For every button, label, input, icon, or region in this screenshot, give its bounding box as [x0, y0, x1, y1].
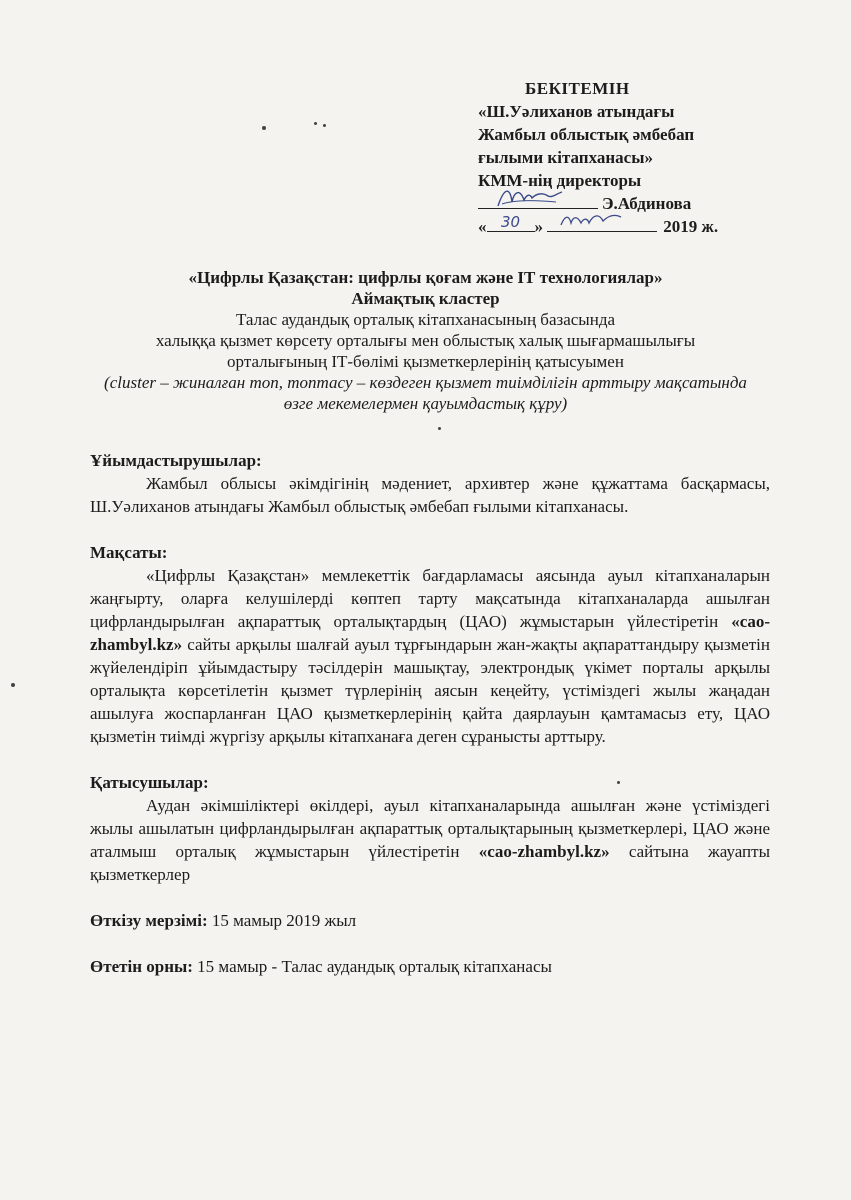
- approval-block: [478, 77, 768, 238]
- director-name: Э.Абдинова: [602, 194, 692, 213]
- date-month-field: [547, 215, 657, 232]
- organizers-title: Ұйымдастырушылар:: [90, 451, 262, 470]
- scan-speck: [314, 122, 317, 125]
- document-heading: [90, 267, 761, 414]
- participants-text-part: Аудан әкімшіліктері өкілдері, ауыл кітапханаларында ашылған және үстіміздегі жылы ашылатын цифрландырылған ақпараттық орталықтарының қызметкерлері, ЦАО және аталмыш орталық жұмыстарын үйлестіретін: [90, 796, 770, 861]
- cluster-note-open: (: [104, 373, 110, 392]
- cluster-note-text: – жиналған топ, топтасу – көздеген қызмет тиімділігін арттыру мақсатында өзге мекемелермен қауымдастық құру): [156, 373, 747, 413]
- document-subtitle: Аймақтық кластер: [351, 289, 500, 308]
- organizers-text: Жамбыл облысы әкімдігінің мәдениет, архивтер және құжаттама басқармасы, Ш.Уәлиханов атындағы Жамбыл облыстық әмбебап ғылыми кітапханасы.: [90, 474, 770, 516]
- participants-site-link: «cao-zhambyl.kz»: [478, 842, 610, 861]
- event-date-value: 15 мамыр 2019 жыл: [207, 911, 357, 930]
- goal-title: Мақсаты:: [90, 543, 168, 562]
- participants-text: [90, 794, 770, 886]
- date-year: 2019 ж.: [663, 217, 719, 236]
- event-venue: [90, 955, 770, 978]
- participants-text-part: сайтына жауапты қызметкерлер: [90, 842, 770, 884]
- handwritten-month: [555, 205, 625, 233]
- heading-line: халыққа қызмет көрсету орталығы мен облыстық халық шығармашылығы: [155, 331, 696, 350]
- date-day-handwritten: 30: [500, 213, 521, 231]
- participants-title: Қатысушылар:: [90, 773, 209, 792]
- goal-text-part: «Цифрлы Қазақстан» мемлекеттік бағдарламасы аясында ауыл кітапханаларын жаңғырту, оларға келушілерді көптеп тарту мақсатында кітапханаларда ашылған цифрландырылған ақпараттық орталықтардың (ЦАО) жұмыстарын үйлестіретін: [90, 566, 770, 631]
- cluster-note: [90, 372, 761, 414]
- heading-line: орталығының ІТ-бөлімі қызметкерлерінің қатысуымен: [227, 352, 624, 371]
- approval-title: БЕКІТЕМІН: [525, 79, 630, 98]
- approval-line: КММ-нің директоры: [478, 171, 642, 190]
- date-day-field: [487, 215, 535, 232]
- scan-speck: [323, 124, 326, 127]
- approval-line: «Ш.Уәлиханов атындағы: [478, 102, 675, 121]
- date-quote-close: »: [534, 217, 543, 236]
- event-date-label: Өткізу мерзімі:: [90, 911, 208, 930]
- event-date: [90, 909, 770, 932]
- scan-speck: [262, 126, 266, 130]
- event-venue-value: 15 мамыр - Талас аудандық орталық кітапханасы: [192, 957, 552, 976]
- document-body: [90, 449, 770, 978]
- goal-text: [90, 564, 770, 748]
- document-title: «Цифрлы Қазақстан: цифрлы қоғам және ІТ технологиялар»: [188, 268, 663, 287]
- event-venue-label: Өтетін орны:: [90, 957, 193, 976]
- cluster-note-term: cluster: [109, 373, 156, 392]
- approval-line: Жамбыл облыстық әмбебап: [478, 125, 695, 144]
- scan-speck: [438, 427, 441, 430]
- goal-text-part: сайты арқылы шалғай ауыл тұрғындарын жан-жақты ақпараттандыру қызметін жүйелендіріп ұйымдастыру тәсілдерін машықтау, электрондық үкімет порталы арқылы орталықта көрсетілетін қызмет түрлерінің аясын кеңейту, үстіміздегі жылы жаңадан ашылуға жоспарланған ЦАО қызметкерлерінің қайта даярлауын қамтамасыз ету, ЦАО қызметін тиімді жүргізу арқылы кітапханаға деген сұранысты арттыру.: [90, 635, 770, 746]
- date-row: [478, 215, 768, 238]
- goal-site-link: «cao-zhambyl.kz»: [90, 612, 770, 654]
- handwritten-signature: [494, 182, 564, 212]
- heading-line: Талас аудандық орталық кітапханасының базасында: [235, 310, 616, 329]
- scan-speck: [11, 683, 15, 687]
- date-quote-open: «: [478, 217, 487, 236]
- approval-line: ғылыми кітапханасы»: [478, 148, 653, 167]
